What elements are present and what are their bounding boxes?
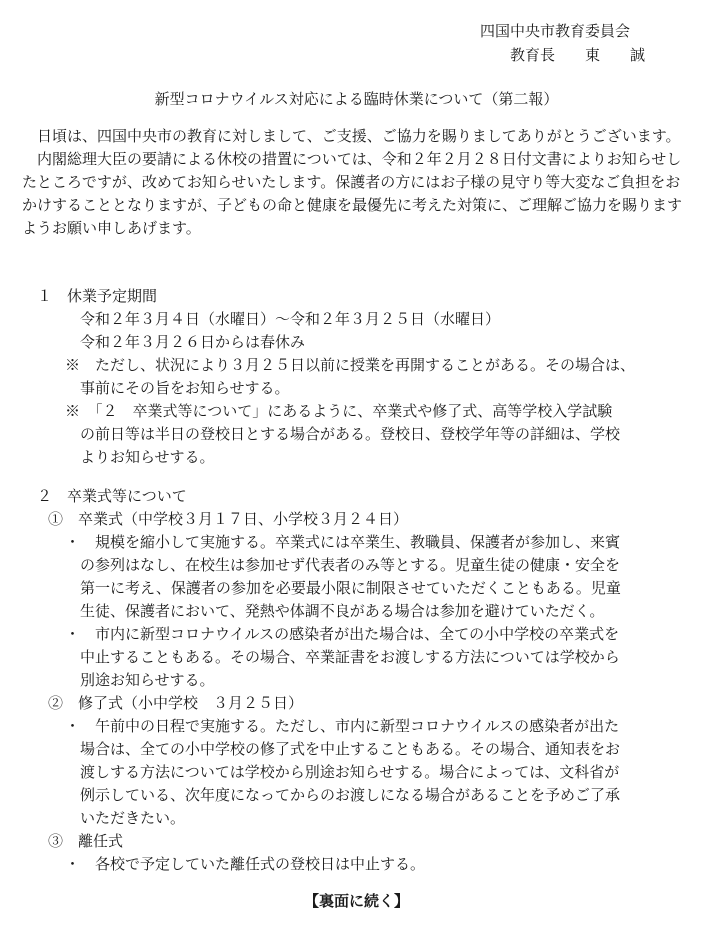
section1-period: 令和２年３月４日（水曜日）～令和２年３月２５日（水曜日） [80, 310, 501, 328]
item2-bullet1-line3: 渡しする方法については学校から別途お知らせする。場合によっては、文科省が [80, 763, 620, 781]
section1-spring: 令和２年３月２６日からは春休み [80, 333, 306, 351]
section1-note-1-line-2: 事前にその旨をお知らせする。 [80, 379, 290, 397]
item1-bullet1-line4: 生徒、保護者において、発熱や体調不良がある場合は参加を避けていただく。 [80, 602, 605, 620]
intro-text [22, 125, 692, 240]
item3-heading: ③ 離任式 [48, 832, 124, 850]
section1-note-2-line-3: よりお知らせする。 [80, 448, 215, 466]
item2-bullet1-line2: 場合は、全ての小中学校の修了式を中止することもある。その場合、通知表をお [80, 740, 621, 758]
item1-bullet1-line1: ・ 規模を縮小して実施する。卒業式には卒業生、教職員、保護者が参加し、来賓 [65, 533, 621, 551]
section2-heading: ２ 卒業式等について [37, 487, 187, 505]
issuer-position: 教育長 東 誠 [509, 46, 645, 64]
section1-note-2-line-2: の前日等は半日の登校日とする場合がある。登校日、登校学年等の詳細は、学校 [80, 425, 621, 443]
item1-bullet2-line2: 中止することもある。その場合、卒業証書をお渡しする方法については学校から [80, 648, 620, 666]
item3-bullet1-line1: ・ 各校で予定していた離任式の登校日は中止する。 [65, 855, 426, 873]
item2-bullet1-line1: ・ 午前中の日程で実施する。ただし、市内に新型コロナウイルスの感染者が出た [65, 717, 620, 735]
issuer-block [480, 20, 645, 68]
item2-bullet1-line5: いただきたい。 [80, 809, 186, 827]
continued-footer: 【裏面に続く】 [303, 892, 409, 910]
section1-note-1-line-1: ※ ただし、状況により３月２５日以前に授業を再開することがある。その場合は、 [65, 356, 636, 374]
item1-bullet2-line3: 別途お知らせする。 [80, 671, 215, 689]
intro-paragraph-1: 日頃は、四国中央市の教育に対しまして、ご支援、ご協力を賜りましてありがとうございます。 [37, 127, 681, 145]
section1-heading: １ 休業予定期間 [37, 287, 158, 305]
document-title: 新型コロナウイルス対応による臨時休業について（第二報） [154, 90, 559, 108]
item1-bullet1-line2: の参列はなし、在校生は参加せず代表者のみ等とする。児童生徒の健康・安全を [80, 556, 621, 574]
item2-heading: ② 修了式（小中学校 ３月２５日） [48, 694, 304, 712]
item2-bullet1-line4: 例示している、次年度になってからのお渡しになる場合があることを予めご了承 [80, 786, 621, 804]
issuer-org: 四国中央市教育委員会 [479, 22, 630, 40]
section1-note-2-line-1: ※ 「２ 卒業式等について」にあるように、卒業式や修了式、高等学校入学試験 [65, 402, 613, 420]
item1-bullet1-line3: 第一に考え、保護者の参加を必要最小限に制限させていただくこともある。児童 [80, 579, 621, 597]
intro-paragraph-2: 内閣総理大臣の要請による休校の措置については、令和２年２月２８日付文書によりお知らせしたところですが、改めてお知らせいたします。保護者の方にはお子様の見守り等大変なご負担をおかけすることとなりますが、子どもの命と健康を最優先に考えた対策に、ご理解ご協力を賜りますようお願い申しあげます。 [22, 150, 683, 237]
item1-bullet2-line1: ・ 市内に新型コロナウイルスの感染者が出た場合は、全ての小中学校の卒業式を [65, 625, 620, 643]
item1-heading: ① 卒業式（中学校３月１７日、小学校３月２４日） [48, 510, 409, 528]
